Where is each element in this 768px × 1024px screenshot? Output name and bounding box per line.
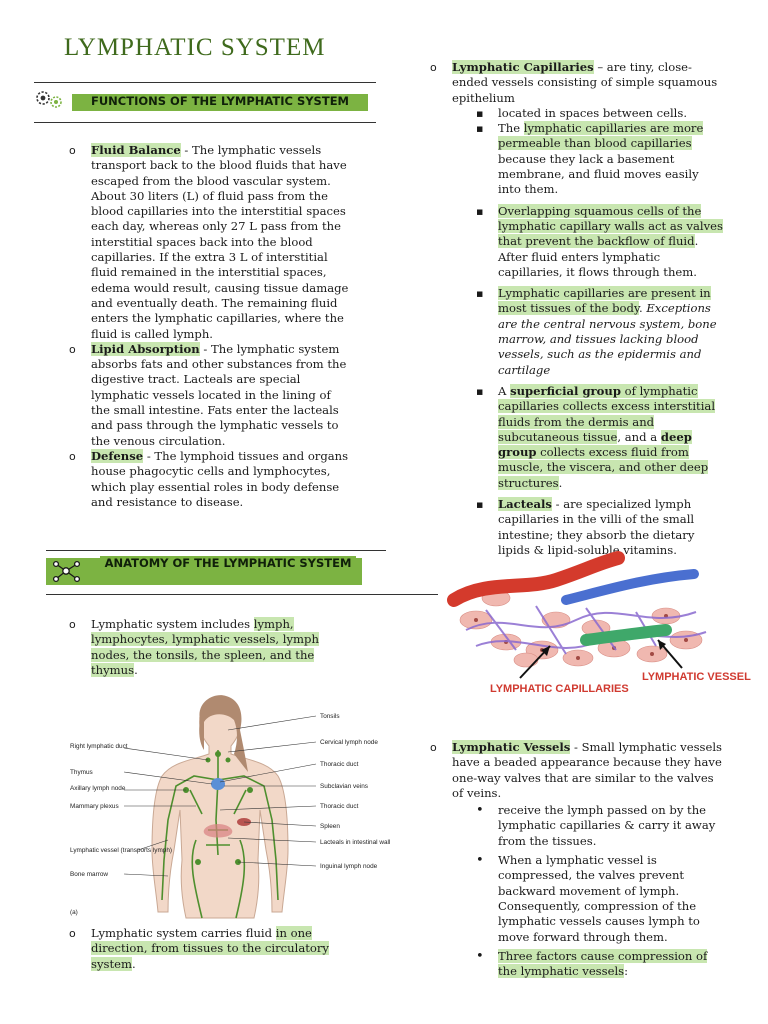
highlighted-text: Lymphatic capillaries are present in most tissues of the body (498, 286, 711, 316)
list-item-carries (91, 926, 353, 972)
paragraph-text: located in spaces between cells. (498, 105, 687, 120)
paragraph-text: - The lymphatic system absorbs fats and other substances from the digestive tract. Lacteals are special lymphatic vessels located in the lining of the small intestine. Fats enter the lacteals and pass through the lymphatic vessels to the venous circulation. (91, 341, 347, 448)
figure-label-right: Thoracic duct (320, 803, 359, 810)
paragraph-text: When a lymphatic vessel is compressed, the valves prevent backward movement of lymph. Consequently, compression of the lymphatic vessels causes lymph to move forward through them. (498, 853, 700, 944)
highlighted-text: lymphatic capillaries are more permeable than blood capillaries (498, 121, 704, 151)
figure-label-right: Cervical lymph node (320, 739, 378, 746)
list-item (498, 853, 726, 945)
divider (46, 594, 438, 595)
figure-caption: (a) (70, 909, 78, 916)
paragraph-text: - The lymphoid tissues and organs house phagocytic cells and lymphocytes, which play essential roles in body defense and resistance to disease. (91, 448, 349, 509)
term: Lacteals (498, 497, 552, 512)
functions-list-container (91, 143, 351, 510)
figure-label-left: Right lymphatic duct (70, 743, 128, 750)
term: deep group (498, 429, 692, 460)
highlighted-text: of lymphatic capillaries collects excess interstitial fluids from the dermis and subcutaneous tissue (498, 383, 716, 444)
term: Lymphatic Capillaries (452, 60, 594, 74)
figure-label-right: Spleen (320, 823, 340, 830)
list-item-defense (91, 449, 351, 510)
anatomy-list-container (91, 617, 353, 678)
figure-label-right: Inguinal lymph node (320, 863, 378, 870)
figure-label-left: Lymphatic vessel (transports lymph) (70, 847, 173, 854)
italic-text: Exceptions are the central nervous system, bone marrow, and tissues lacking blood vessels, such as the epidermis and cartilage (498, 301, 717, 377)
figure-label-left: Thymus (70, 769, 93, 776)
illustration-label-vessel: LYMPHATIC VESSEL (642, 671, 751, 683)
list-item-lymphatic-capillaries (452, 60, 724, 106)
illustration-label-capillaries: LYMPHATIC CAPILLARIES (490, 683, 629, 695)
paragraph-text: . (131, 956, 136, 971)
highlighted-text: collects excess fluid from muscle, the viscera, and other deep structures (498, 445, 709, 490)
paragraph-text: Lymphatic system carries fluid (91, 926, 276, 940)
figure-label-right: Subclavian veins (320, 783, 368, 790)
paragraph-text: - The lymphatic vessels transport back to the blood fluids that have escaped from the blood vascular system. About 30 liters (L) of fluid pass from the blood capillaries into the interstitial spaces each day, whereas only 27 L pass from the interstitial spaces back into the blood capillaries. If the extra 3 L of interstitial fluid remained in the interstitial spaces, edema would result, causing tissue damage and eventually death. The remaining fluid enters the lymphatic capillaries, where the fluid is called lymph. (91, 143, 349, 341)
figure-label-left: Mammary plexus (70, 803, 119, 810)
term: Defense (91, 448, 144, 463)
list-item (498, 384, 724, 491)
figure-label-left: Bone marrow (70, 871, 109, 878)
paragraph-text: Lymphatic system includes (91, 617, 254, 631)
paragraph-text: A (498, 383, 511, 398)
figure-label-right: Thoracic duct (320, 761, 359, 768)
divider (46, 550, 386, 551)
gears-icon (32, 87, 66, 111)
carries-list-container (91, 926, 353, 972)
page-title: LYMPHATIC SYSTEM (64, 34, 326, 61)
section-heading-functions: FUNCTIONS OF THE LYMPHATIC SYSTEM (72, 94, 368, 111)
paragraph-text: . (558, 475, 563, 490)
network-nodes-icon (48, 558, 84, 585)
paragraph-text: because they lack a basement membrane, and fluid moves easily into them. (498, 151, 699, 197)
highlighted-text: Three factors cause compression of the lymphatic vessels (498, 948, 708, 979)
term: Lipid Absorption (91, 341, 200, 356)
paragraph-text: . (134, 662, 138, 677)
term: Lymphatic Vessels (452, 740, 571, 754)
figure-label-left: Axillary lymph node (70, 785, 126, 792)
list-item (498, 106, 724, 121)
paragraph-text: - are specialized lymph capillaries in the villi of the small intestine; they absorb the dietary lipids & lipid-soluble vitamins. (498, 497, 695, 557)
divider (34, 82, 376, 83)
list-item (498, 286, 724, 378)
list-item-lipid-absorption (91, 342, 351, 449)
vessels-list-container (452, 740, 726, 983)
capillary-illustration (446, 550, 751, 716)
list-item-fluid-balance (91, 143, 351, 342)
paragraph-text: receive the lymph passed on by the lymphatic capillaries & carry it away from the tissues. (498, 803, 716, 848)
paragraph-text: . After fluid enters lymphatic capillaries, it flows through them. (498, 234, 699, 279)
paragraph-text: – are tiny, close-ended vessels consisting of simple squamous epithelium (452, 60, 718, 105)
figure-label-right: Lacteals in intestinal wall (320, 839, 391, 846)
term: Fluid Balance (91, 143, 181, 157)
capillaries-list-container (452, 60, 724, 558)
lymphatic-body-figure (68, 690, 391, 918)
paragraph-text: : (624, 964, 629, 979)
list-item (498, 949, 726, 980)
paragraph-text: - Small lymphatic vessels have a beaded appearance because they have one-way valves that are similar to the valves of veins. (452, 740, 722, 800)
list-item (498, 803, 726, 849)
list-item-includes (91, 617, 353, 678)
list-item (498, 121, 724, 197)
figure-label-right: Tonsils (320, 713, 340, 720)
list-item (498, 204, 724, 280)
highlighted-text: in one direction, from tissues to the circulatory system (91, 926, 329, 971)
term: superficial group (510, 383, 621, 398)
paragraph-text: , and a (617, 429, 661, 444)
list-item-lymphatic-vessels (452, 740, 726, 801)
section-heading-anatomy: ANATOMY OF THE LYMPHATIC SYSTEM (100, 556, 356, 570)
paragraph-text: The (498, 121, 524, 136)
highlighted-text: lymph, lymphocytes, lymphatic vessels, lymph nodes, the tonsils, the spleen, and the thymus (91, 617, 319, 677)
highlighted-text: Overlapping squamous cells of the lymphatic capillary walls act as valves that prevent the backflow of fluid (498, 203, 723, 249)
divider (34, 122, 376, 123)
paragraph-text: . (638, 301, 643, 316)
